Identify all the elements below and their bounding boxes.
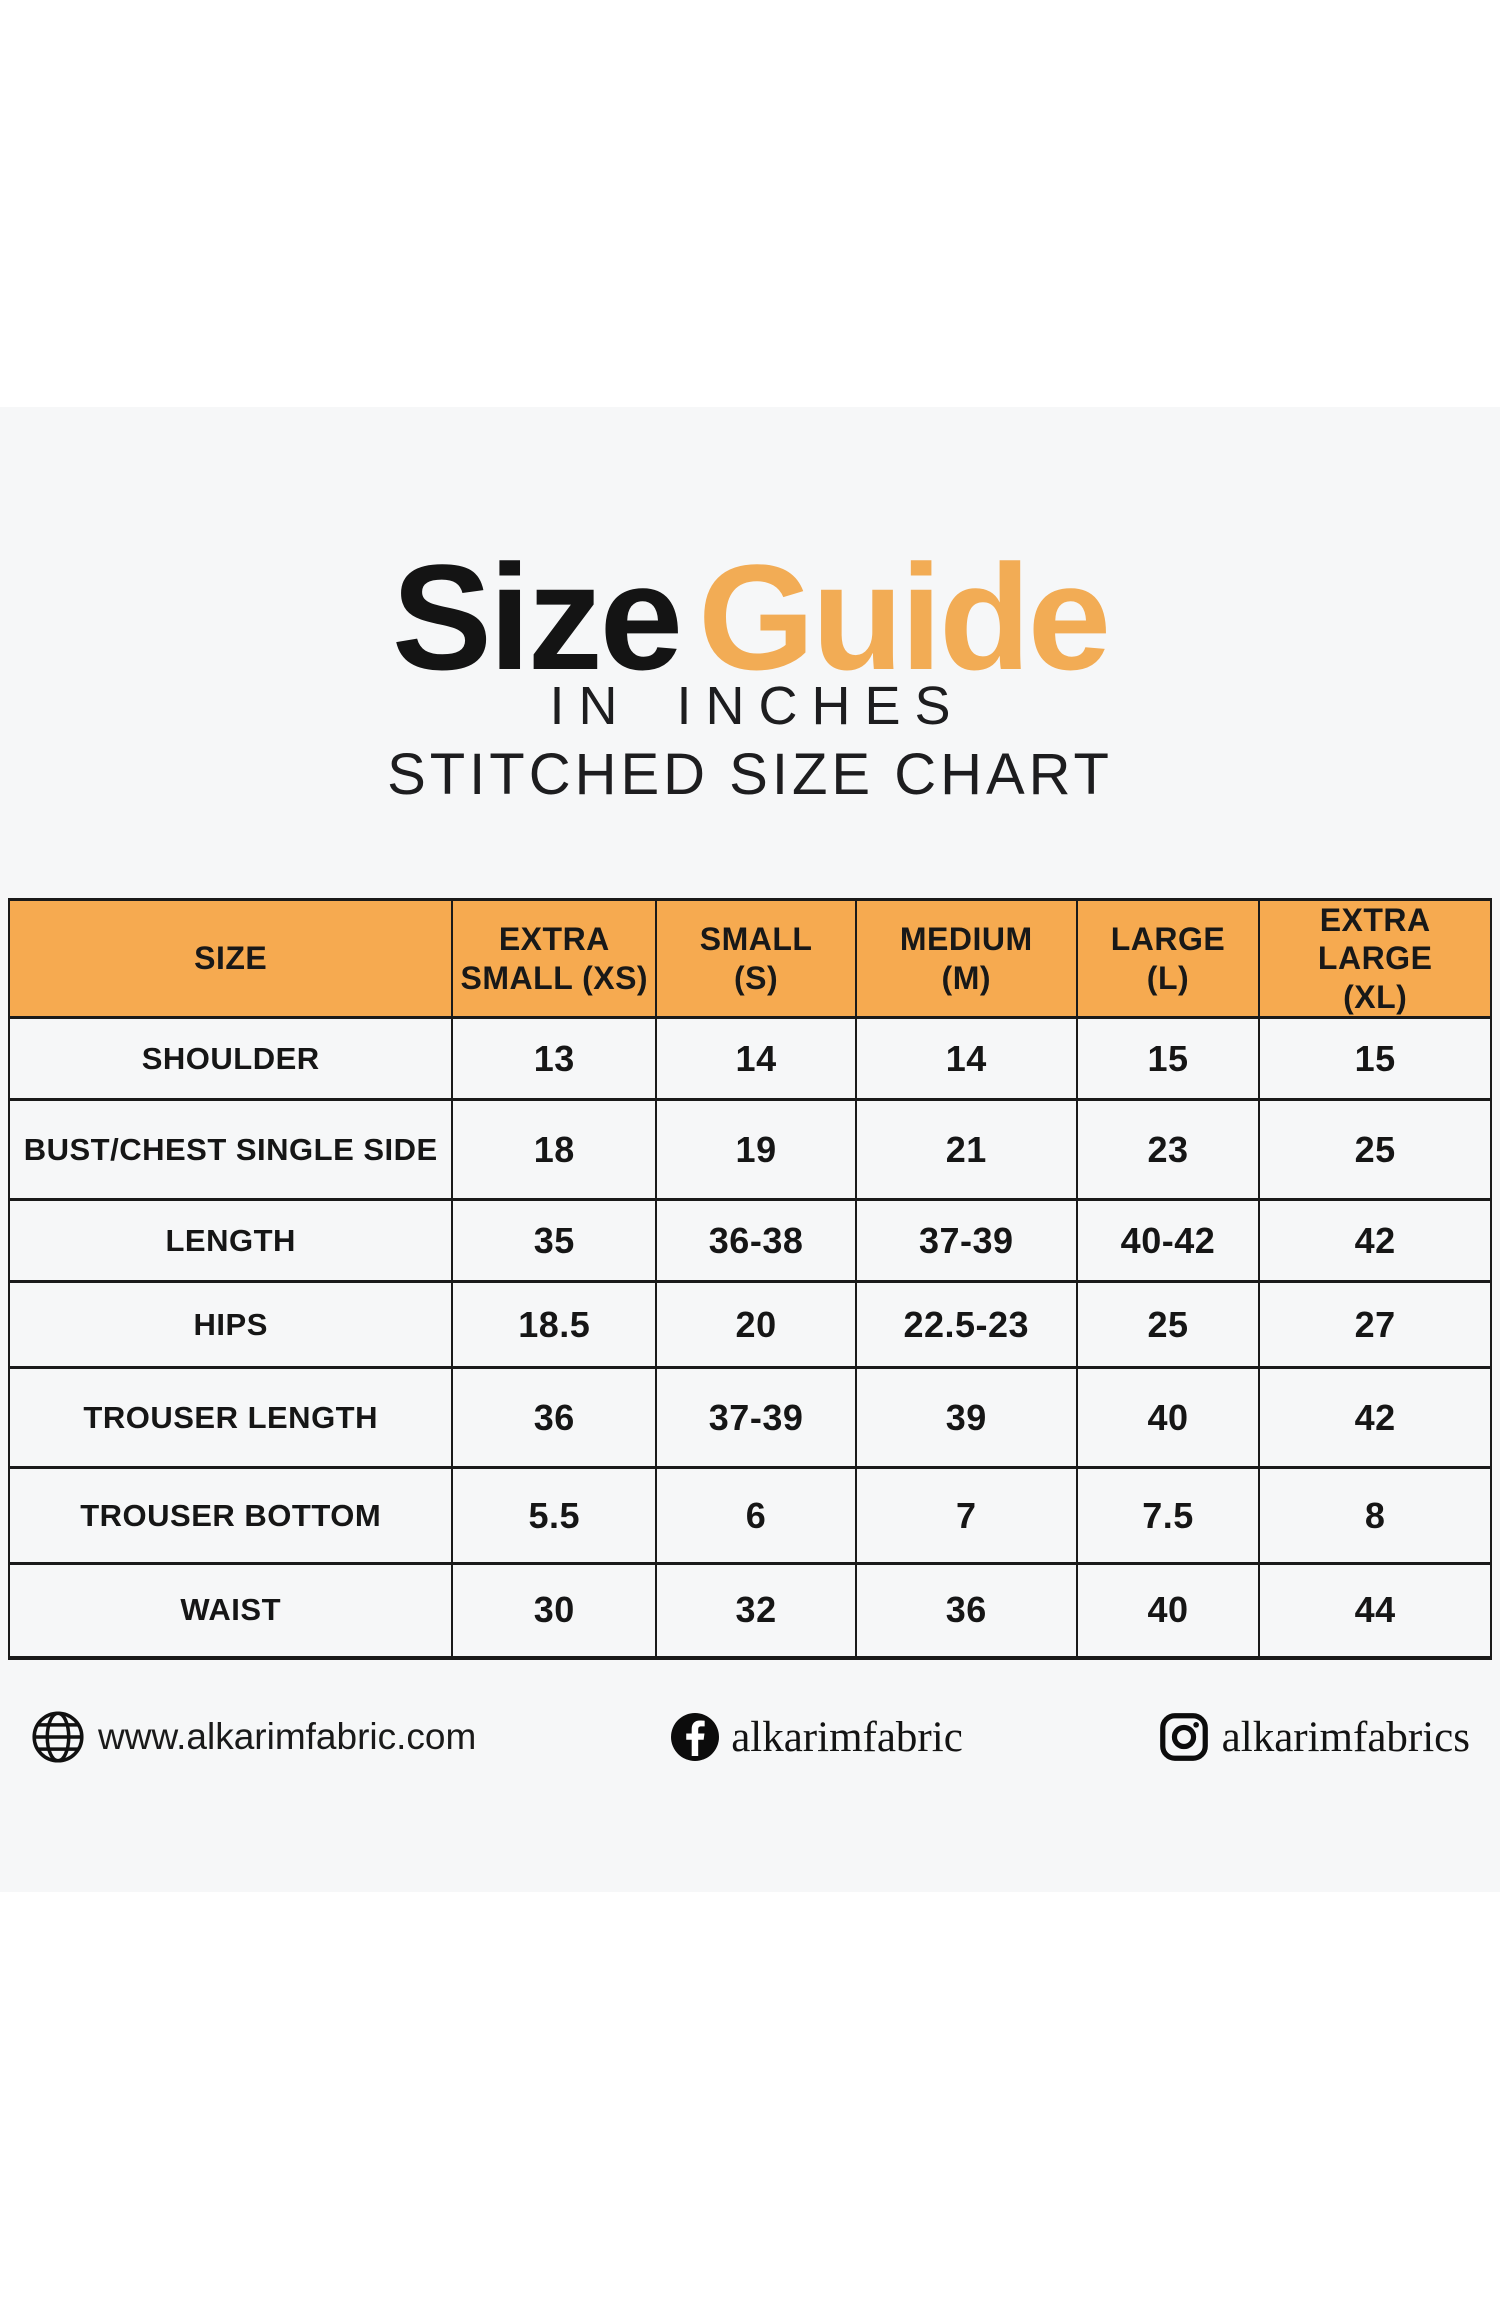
table-cell: 36-38 [656,1200,856,1282]
table-cell: 23 [1077,1100,1260,1200]
footer-website [30,1709,476,1765]
title-word-guide: Guide [698,533,1109,701]
table-row [9,1564,1491,1658]
table-cell: 18.5 [452,1282,656,1368]
table-cell: 15 [1077,1018,1260,1100]
table-cell: 37-39 [656,1368,856,1468]
row-label: HIPS [9,1282,452,1368]
table-cell: 35 [452,1200,656,1282]
column-header: MEDIUM (M) [856,900,1077,1018]
table-cell: 25 [1077,1282,1260,1368]
subtitle-in-inches: IN INCHES [549,676,965,736]
table-cell: 5.5 [452,1468,656,1564]
table-cell: 19 [656,1100,856,1200]
column-header: SMALL (S) [656,900,856,1018]
table-cell: 13 [452,1018,656,1100]
row-label: SHOULDER [9,1018,452,1100]
table-cell: 14 [656,1018,856,1100]
table-row [9,1468,1491,1564]
table-row [9,1368,1491,1468]
column-header: LARGE (L) [1077,900,1260,1018]
table-cell: 32 [656,1564,856,1658]
table-row [9,1200,1491,1282]
column-header-size: SIZE [9,900,452,1018]
table-row [9,1018,1491,1100]
table-cell: 39 [856,1368,1077,1468]
table-cell: 40-42 [1077,1200,1260,1282]
table-cell: 25 [1259,1100,1491,1200]
table-cell: 18 [452,1100,656,1200]
instagram-icon [1158,1711,1210,1763]
title-word-size: Size [391,533,681,701]
table-cell: 42 [1259,1200,1491,1282]
table-cell: 42 [1259,1368,1491,1468]
table-cell: 8 [1259,1468,1491,1564]
page-title [0,533,1500,701]
table-row [9,1100,1491,1200]
table-cell: 36 [856,1564,1077,1658]
row-label: WAIST [9,1564,452,1658]
row-label: LENGTH [9,1200,452,1282]
table-row [9,1282,1491,1368]
table-cell: 22.5-23 [856,1282,1077,1368]
table-cell: 27 [1259,1282,1491,1368]
table-header-row [9,900,1491,1018]
footer-facebook [671,1713,963,1762]
footer-instagram [1158,1711,1470,1763]
table-cell: 6 [656,1468,856,1564]
table-cell: 36 [452,1368,656,1468]
website-url: www.alkarimfabric.com [98,1716,477,1757]
row-label: BUST/CHEST SINGLE SIDE [9,1100,452,1200]
row-label: TROUSER BOTTOM [9,1468,452,1564]
table-cell: 37-39 [856,1200,1077,1282]
table-cell: 15 [1259,1018,1491,1100]
table-cell: 14 [856,1018,1077,1100]
table-cell: 7.5 [1077,1468,1260,1564]
facebook-icon [671,1713,719,1761]
table-cell: 30 [452,1564,656,1658]
table-cell: 44 [1259,1564,1491,1658]
column-header: EXTRA LARGE (XL) [1259,900,1491,1018]
table-cell: 40 [1077,1368,1260,1468]
table-cell: 40 [1077,1564,1260,1658]
facebook-handle: alkarimfabric [731,1713,963,1761]
table-cell: 21 [856,1100,1077,1200]
table-cell: 20 [656,1282,856,1368]
footer [30,1700,1470,1774]
globe-icon [30,1709,86,1765]
column-header: EXTRA SMALL (XS) [452,900,656,1018]
row-label: TROUSER LENGTH [9,1368,452,1468]
subtitle-stitched-size-chart: STITCHED SIZE CHART [387,742,1113,807]
instagram-handle: alkarimfabrics [1221,1713,1470,1761]
size-chart-table [8,898,1492,1660]
table-cell: 7 [856,1468,1077,1564]
